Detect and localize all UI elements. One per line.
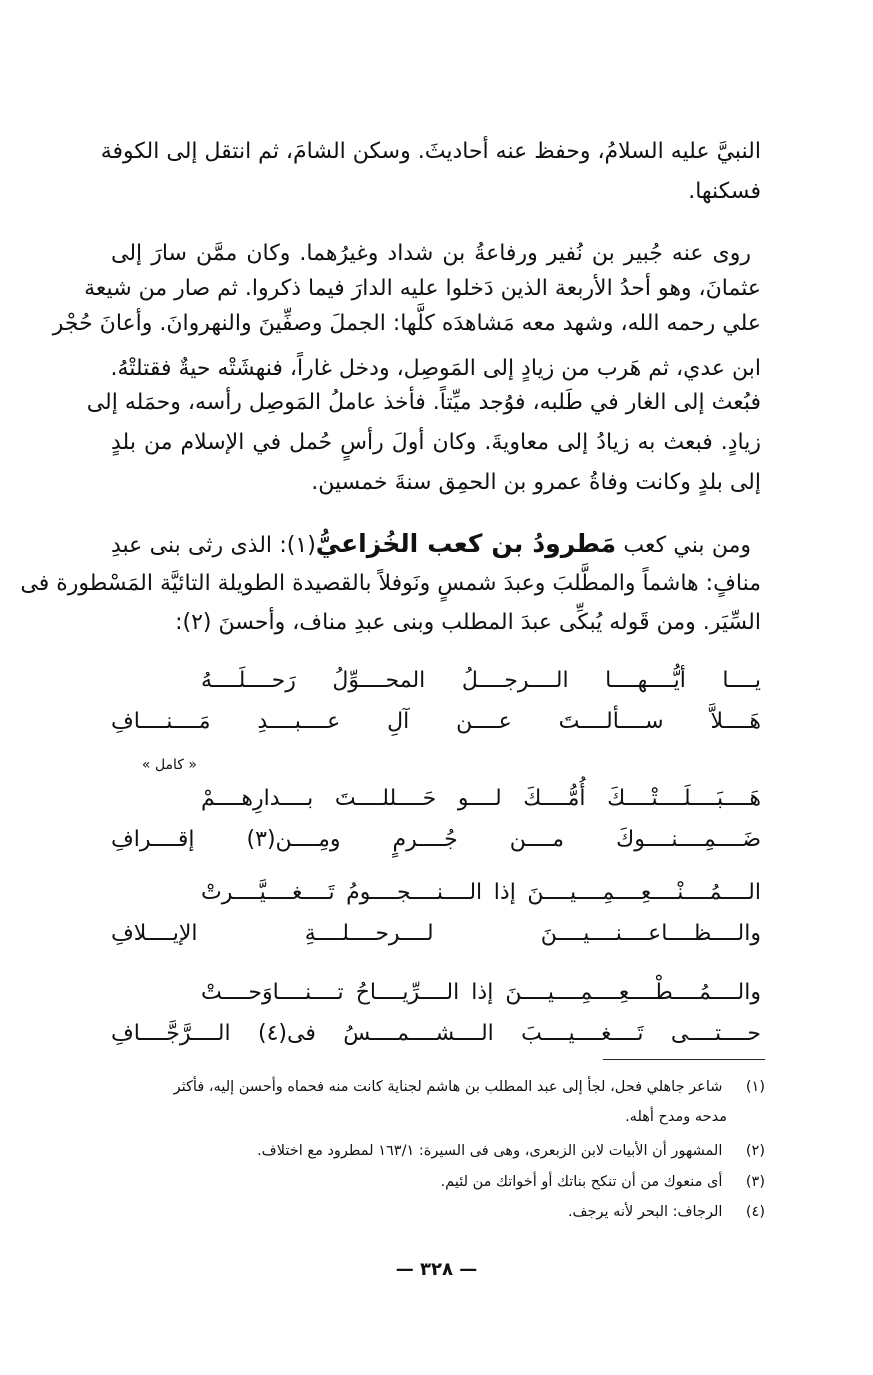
paragraph-2-line-7: إلى بلدٍ وكانت وفاةُ عمرو بن الحمِق سنةَ خمسين. xyxy=(311,470,761,495)
footnote-divider xyxy=(603,1059,765,1060)
footnote-1-continuation: مدحه ومدح أهله. xyxy=(625,1109,727,1125)
paragraph-3-line-1-rest: (١): الذى رثى بنى عبدِ xyxy=(111,533,316,558)
paragraph-2-line-3: علي رحمه الله، وشهد معه مَشاهدَه كلَّها: الجملَ وصفِّينَ والنهروانَ. وأعانَ حُجْر xyxy=(52,311,761,336)
verse-1-second-hemistich: هَــــلاَّ ســــألــــتَ عــــن آلِ عــــبــــدِ مَــــنــــافِ xyxy=(111,709,761,734)
paragraph-3-line-2: منافٍ: هاشماً والمطَّلبَ وعبدَ شمسٍ ونَوفلاً بالقصيدة الطويلة التائيَّة المَسْطورة فى xyxy=(20,571,761,596)
footnote-2 xyxy=(105,1138,765,1164)
verse-1-first-hemistich: يــــا أيُّــــهــــا الــــرجــــلُ المحــــوِّلُ رَحــــلَــــهُ xyxy=(201,668,761,693)
paragraph-2-line-1: روى عنه جُبير بن نُفير ورفاعةُ بن شداد وغيرُهما. وكان ممَّن سارَ إلى xyxy=(111,241,751,266)
paragraph-2-line-5: فبُعث إلى الغار في طَلبه، فوُجد ميِّتاً. فأخذ عاملُ المَوصِل رأسه، وحمَله إلى xyxy=(86,390,761,415)
paragraph-1-line-2: فسكنها. xyxy=(688,179,761,204)
paragraph-1-line-1: النبيَّ عليه السلامُ، وحفظ عنه أحاديثَ. وسكن الشامَ، ثم انتقل إلى الكوفة xyxy=(100,139,761,164)
footnote-3 xyxy=(105,1169,765,1195)
footnote-4-number: (٤) xyxy=(745,1204,765,1220)
poet-name: مَطرودُ بن كعب الخُزاعيُّ xyxy=(315,529,617,558)
page-number: — ٣٢٨ — xyxy=(395,1259,478,1280)
meter-label: « كامل » xyxy=(141,757,197,773)
paragraph-2-line-4: ابن عدي، ثم هَرب من زيادٍ إلى المَوصِل، ودخل غاراً، فنهشَتْه حيةٌ فقتلتْهُ. xyxy=(110,356,761,381)
verse-3-second-hemistich: والــــظــــاعــــنــــيــــنَ لــــرحــــلــــةِ الإيــــلافِ xyxy=(111,921,761,946)
footnote-1-text: شاعر جاهلي فحل، لجأ إلى عبد المطلب بن هاشم لجناية كانت منه فحماه وأحسن إليه، فأكثر xyxy=(173,1079,723,1095)
footnote-1-number: (١) xyxy=(745,1079,765,1095)
footnote-3-number: (٣) xyxy=(745,1174,765,1190)
verse-4-first-hemistich: والــــمُــــطْــــعِــــمِــــيــــنَ إذا الــــرِّيــــاحُ تــــنــــاوَحــــتْ xyxy=(201,980,761,1005)
footnote-2-text: المشهور أن الأبيات لابن الزبعرى، وهى فى السيرة: ١٦٣/١ لمطرود مع اختلاف. xyxy=(257,1143,723,1159)
paragraph-3-line-3: السِّيَر. ومن قَوله يُبكِّى عبدَ المطلب وبنى عبدِ مناف، وأحسنَ (٢): xyxy=(175,610,761,635)
verse-2-second-hemistich: ضَــــمِــــنــــوكَ مــــن جُــــرمٍ ومِــــن(٣) إقــــرافِ xyxy=(111,827,761,852)
paragraph-3-intro: ومن بني كعب xyxy=(623,533,752,558)
verse-2-first-hemistich: هَــــبَــــلَــــتْــــكَ أُمُّــــكَ لــــو حَــــللــــتَ بــــدارِهــــمْ xyxy=(201,786,761,811)
footnote-4-text: الرجاف: البحر لأنه يرجف. xyxy=(567,1204,723,1220)
paragraph-2-line-2: عثمانَ، وهو أحدُ الأربعة الذين دَخلوا عليه الدارَ فيما ذكروا. ثم صار من شيعة xyxy=(84,276,761,301)
footnote-2-number: (٢) xyxy=(745,1143,765,1159)
paragraph-3-line-1 xyxy=(111,527,751,563)
footnote-1 xyxy=(105,1074,765,1100)
paragraph-2-line-6: زيادٍ. فبعث به زيادُ إلى معاويةَ. وكان أولَ رأسٍ حُمل في الإسلام من بلدٍ xyxy=(111,430,761,455)
verse-3-first-hemistich: الــــمُــــنْــــعِــــمِــــيــــنَ إذا الــــنــــجــــومُ تَــــغــــيَّــــرتْ xyxy=(201,880,761,905)
footnote-4 xyxy=(105,1199,765,1225)
verse-4-second-hemistich: حــــتــــى تَــــغــــيــــبَ الــــشــــمــــسُ فى(٤) الــــرَّجَّــــافِ xyxy=(111,1021,761,1046)
footnote-3-text: أى منعوك من أن تنكح بناتك أو أخواتك من لئيم. xyxy=(440,1174,723,1190)
